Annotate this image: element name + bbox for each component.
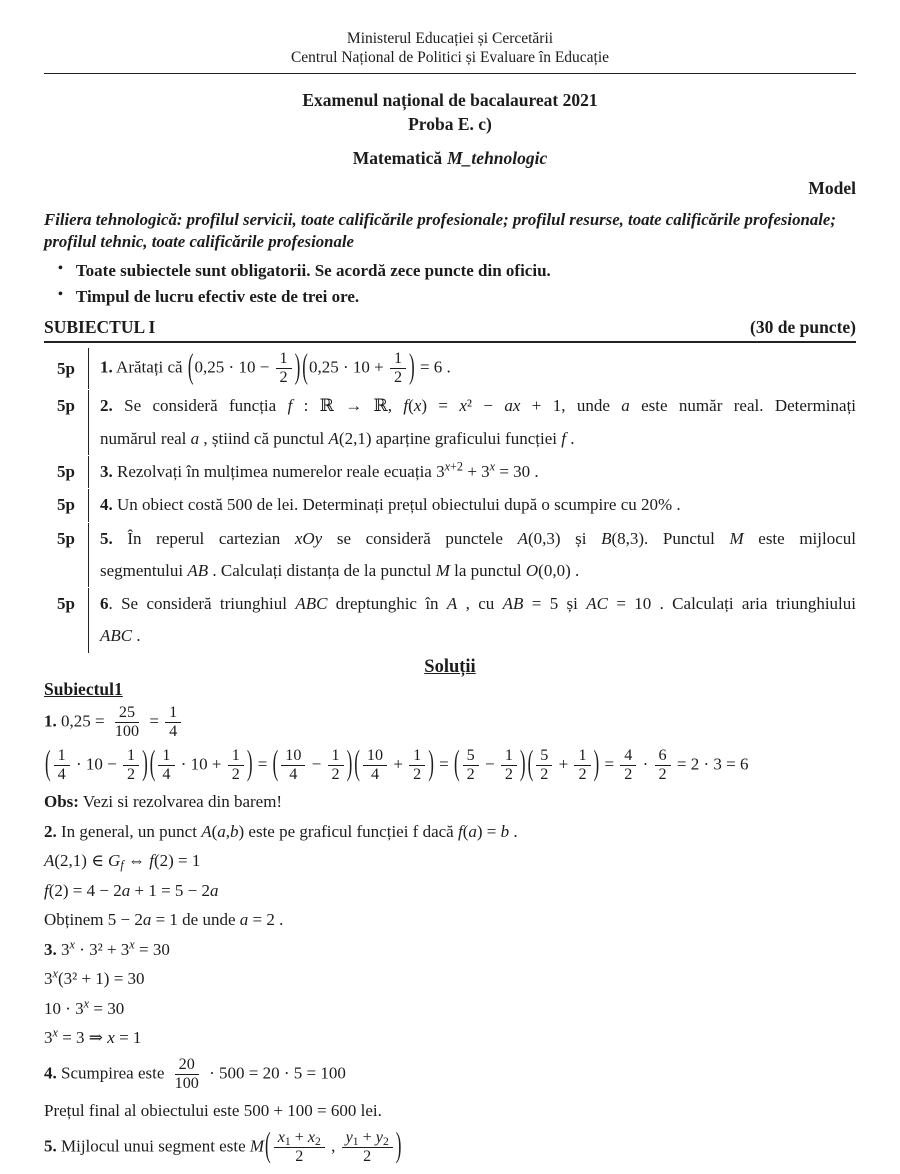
tall-paren: ) [294,346,301,386]
fraction: $\frac{y1 + y2}{2}$ [342,1129,393,1166]
bullet-icon: • [58,261,63,277]
rule-item [44,284,856,310]
fraction: $\frac{1}{2}$ [276,350,292,387]
rule-item [44,258,856,284]
fraction: $\frac{5}{2}$ [463,747,479,784]
fraction: $\frac{1}{2}$ [123,747,139,784]
question-row [44,489,856,521]
solution-line: ( $\frac{1}{4}$ · 10 − $\frac{1}{2}$ ) ( $\frac{1}{4}$ · 10 + $\frac{1}{2}$ ) = ( $\frac{10}{4}$ − $\frac{1}{2}$ ) ( $\frac{10}{4}$ + $\frac{1}{2}$ ) = ( $\frac{5}{2}$ − $\frac{1}{2}$ ) ( $\frac{5}{2}$ + $\frac{1}{2}$ ) = $\frac{4}{2}$ · $\frac{6}{2}$ = 2 · 3 = 6 [44,745,856,786]
solution-line: Obs: Vezi si rezolvarea din barem! [44,792,283,812]
fraction: $\frac{10}{4}$ [281,747,305,784]
fraction: $\frac{6}{2}$ [655,747,671,784]
solution-line: $3^x(3^2 + 1) = 30$ [44,966,145,989]
solutions-title [44,657,856,678]
tall-paren: ) [395,1125,402,1165]
question-text [88,523,856,588]
tall-paren: ) [246,743,253,783]
fraction: $\frac{10}{4}$ [363,747,387,784]
fraction: $\frac{5}{2}$ [536,747,552,784]
question-line: 5. În reperul cartezian xOy se consideră punctele A(0,3) și B(8,3). Punctul M este mijlocul [100,528,856,548]
tall-paren: ( [454,743,460,783]
question-line: numărul real a , știind că punctul A(2,1) aparține graficului funcției f . [100,428,575,448]
filiera-note: Filiera tehnologică: profilul servicii, toate calificările profesionale; profilul resurse, toate calificările profesionale; profilul tehnic, toate calificările profesionale [44,209,836,251]
tall-paren: ( [187,346,194,386]
tall-paren: ) [519,743,526,783]
exam-proba: Proba E. c) [408,114,492,135]
question-text [88,348,856,389]
exam-title: Examenul național de bacalaureat 2021 [302,89,598,110]
fraction: $\frac{1}{2}$ [501,747,517,784]
tall-paren: ) [428,743,434,783]
question-line: ABC . [100,626,141,646]
tall-paren: ) [142,743,148,783]
fraction: $\frac{1}{2}$ [228,747,244,784]
tall-paren: ( [354,743,360,783]
subject-name: Matematică [352,147,443,168]
question-line: 1. Arătați că (0,25 · 10 − $\frac{1}{2}$ ) (0,25 · 10 + $\frac{1}{2}$ ) = 6 . [100,348,856,389]
question-row [44,348,856,389]
question-text [88,456,856,488]
subject1-divider [44,341,856,343]
questions-list [44,348,856,653]
question-line: 2. Se consideră funcția f : ℝ → ℝ, f(x) = x² − ax + 1, unde a este număr real. Determinați [100,396,857,416]
question-row [44,523,856,588]
model-label: Model [808,177,856,198]
bullet-icon: • [58,286,63,302]
rule-text: Toate subiectele sunt obligatorii. Se acordă zece puncte din oficiu. [75,261,551,281]
solution-line: 5. Mijlocul unui segment este M( $\frac{x1 + x2}{2}$ , $\frac{y1 + y2}{2}$ ) [44,1127,856,1168]
fraction: $\frac{1}{2}$ [574,747,590,784]
points-badge: 5p [57,396,75,416]
question-line: 4. Un obiect costă 500 de lei. Determinați prețul obiectului după o scumpire cu 20% . [100,495,681,515]
solution-line: 4. Scumpirea este $\frac{20}{100}$ · 500 = 20 · 5 = 100 [44,1055,346,1092]
header-divider [44,73,856,74]
solution-line: $3^x = 3$ ⇒ x = 1 [44,1025,142,1048]
tall-paren: ( [272,743,279,783]
question-row [44,456,856,488]
ministry-line2: Centrul Național de Politici și Evaluare în Educație [290,48,610,66]
points-badge: 5p [57,594,75,614]
question-line: 3. Rezolvați în mulțimea numerelor reale ecuația $3^{x+2} + 3^x = 30$ . [100,459,539,481]
tall-paren: ( [149,743,156,783]
ministry-line1: Ministerul Educației și Cercetării [346,30,554,47]
solutions-list [44,702,856,1168]
solution-line: 2. In general, un punct A(a,b) este pe graficul funcției f dacă f(a) = b . [44,821,518,841]
solution-line: 3. $3^x \cdot 3^2 + 3^x = 30$ [44,937,170,959]
points-badge: 5p [57,358,75,378]
ministry-header [44,30,856,68]
fraction: $\frac{x1 + x2}{2}$ [274,1129,325,1166]
tall-paren: ( [302,346,308,386]
rule-text: Timpul de lucru efectiv este de trei ore. [75,286,360,306]
tall-paren: ( [45,743,51,783]
question-text [88,390,856,455]
fraction: $\frac{1}{2}$ [390,350,406,387]
fraction: $\frac{1}{4}$ [158,747,174,784]
question-row [44,588,856,653]
solutions-subtitle [44,679,856,700]
solution-line: A(2,1) ∈ Gf ⇔ f(2) = 1 [44,851,201,873]
subject1-title: SUBIECTUL I [44,317,156,338]
tall-paren: ) [346,743,353,783]
subject-variant: M_tehnologic [447,147,548,168]
tall-paren: ) [593,743,600,783]
fraction: $\frac{20}{100}$ [174,1055,199,1092]
solutions-subtitle-text: Subiectul1 [44,678,123,699]
question-text [88,489,856,521]
fraction: $\frac{1}{4}$ [165,704,181,741]
subject-title [44,148,856,169]
solution-line: Prețul final al obiectului este 500 + 100 = 600 lei. [44,1101,382,1121]
solutions-title-text: Soluții [424,656,476,677]
question-line: 6. Se consideră triunghiul ABC dreptunghic în A , cu AB = 5 și AC = 10 . Calculați aria triunghiului [100,594,856,614]
points-badge: 5p [57,462,75,482]
question-line: segmentului AB . Calculați distanța de la punctul M la punctul O(0,0) . [100,560,580,580]
solution-line: $10 \cdot 3^x = 30$ [44,996,125,1018]
fraction: $\frac{4}{2}$ [620,747,636,784]
solution-line: 1. 0,25 = $\frac{25}{100}$ = $\frac{1}{4}$ [44,702,856,743]
exam-rules [44,258,856,309]
subject1-header [44,317,856,338]
solution-line: Obținem 5 − 2a = 1 de unde a = 2 . [44,910,284,930]
points-badge: 5p [57,528,75,548]
tall-paren: ( [265,1125,271,1165]
tall-paren: ( [527,743,534,783]
fraction: $\frac{1}{4}$ [54,747,70,784]
question-row [44,390,856,455]
fraction: $\frac{25}{100}$ [114,703,140,740]
subject1-points: (30 de puncte) [750,317,856,338]
solution-line: f(2) = 4 − 2a + 1 = 5 − 2a [44,880,219,900]
tall-paren: ) [409,346,415,386]
question-text [88,588,856,653]
exam-title-block [44,88,856,137]
fraction: $\frac{1}{2}$ [409,747,425,784]
fraction: $\frac{1}{2}$ [328,747,344,784]
points-badge: 5p [57,495,75,515]
